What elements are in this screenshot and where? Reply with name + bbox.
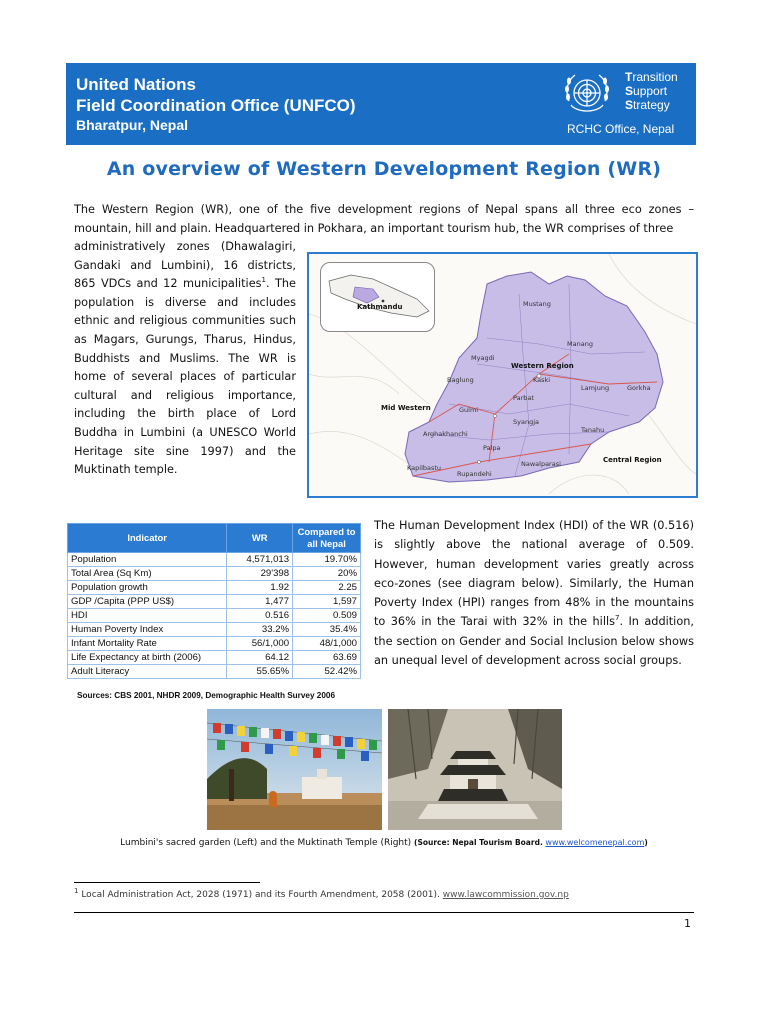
map-label: Tanahu bbox=[581, 426, 605, 434]
header-banner bbox=[66, 63, 696, 145]
office-location: Bharatpur, Nepal bbox=[76, 117, 189, 133]
map-label: Syangja bbox=[513, 418, 539, 426]
map-label: Baglung bbox=[447, 376, 474, 384]
intro-paragraph-left: administratively zones (Dhawalagiri, Gandaki and Lumbini), 16 districts, 865 VDCs and 12 municipalities$^1$. The population is diverse and includes ethnic and religious communities such as Magars, Gurungs, Tharus, Hindus, Buddhists and Muslims. The WR is home of several places of particular cultural and religious importance, including the birth place of Lord Buddha in Lumbini (a UNESCO World Heritage site sine 1997) and the Muktinath temple. bbox=[74, 240, 296, 477]
column-header: Indicator bbox=[68, 524, 227, 553]
table-row: Total Area (Sq Km) 29'398 20% bbox=[68, 567, 361, 581]
map-label: Arghakhanchi bbox=[423, 430, 468, 438]
map-label: Manang bbox=[567, 340, 593, 348]
intro-paragraph-top: The Western Region (WR), one of the five development regions of Nepal spans all three eco zones – mountain, hill and plain. Headquartered in Pokhara, an important tourism hub, the WR comprises of three bbox=[74, 203, 694, 235]
table-row: Life Expectancy at birth (2006) 64.12 63.69 bbox=[68, 651, 361, 665]
office-name: Field Coordination Office (UNFCO) bbox=[76, 96, 356, 115]
map-label: Gulmi bbox=[459, 406, 479, 414]
lumbini-photo-image bbox=[207, 709, 382, 830]
map-label: Parbat bbox=[513, 394, 534, 402]
footer-divider bbox=[74, 912, 694, 913]
un-emblem-icon bbox=[559, 71, 615, 119]
page-title: An overview of Western Development Region (WR) bbox=[106, 158, 662, 180]
footnote-ref[interactable]: 1 bbox=[261, 276, 266, 285]
map-label: Lamjung bbox=[581, 384, 610, 392]
map-label: Gorkha bbox=[627, 384, 651, 392]
tss-wordmark: Transition Support Strategy bbox=[625, 70, 678, 112]
nepal-inset-map bbox=[320, 262, 435, 332]
muktinath-photo-image bbox=[388, 709, 562, 830]
tourism-board-link[interactable]: www.welcomenepal.com bbox=[545, 838, 645, 847]
table-row: HDI 0.516 0.509 bbox=[68, 609, 361, 623]
table-row: Population 4,571,013 19.70% bbox=[68, 553, 361, 567]
footnote: $^1$ Local Administration Act, 2028 (1971) and its Fourth Amendment, 2058 (2001). www.lawcommission.gov.np bbox=[74, 887, 569, 900]
footnote-divider bbox=[74, 882, 260, 883]
map-label: Nawalparasi bbox=[521, 460, 561, 468]
muktinath-temple-photo bbox=[388, 709, 562, 830]
table-row: Population growth 1.92 2.25 bbox=[68, 581, 361, 595]
map-label-region: Central Region bbox=[603, 456, 662, 464]
table-row: Infant Mortality Rate 56/1,000 48/1,000 bbox=[68, 637, 361, 651]
map-label-region: Western Region bbox=[511, 362, 574, 370]
indicator-table bbox=[67, 523, 361, 679]
law-commission-link[interactable]: www.lawcommission.gov.np bbox=[442, 890, 569, 900]
rchc-office-label: RCHC Office, Nepal bbox=[567, 122, 675, 136]
column-header: Compared to all Nepal bbox=[293, 524, 361, 553]
map-label: Myagdi bbox=[471, 354, 495, 362]
map-label: Mustang bbox=[523, 300, 551, 308]
column-header: WR bbox=[227, 524, 293, 553]
nepal-outline-shape bbox=[321, 263, 434, 331]
map-label-region: Mid Western bbox=[381, 404, 431, 412]
map-label: Palpa bbox=[483, 444, 501, 452]
map-label-kathmandu: Kathmandu bbox=[357, 303, 403, 311]
region-map bbox=[307, 252, 698, 498]
page-number: 1 bbox=[684, 917, 691, 930]
table-header-row bbox=[68, 524, 361, 553]
org-name: United Nations bbox=[76, 75, 196, 94]
photo-caption: Lumbini's sacred garden (Left) and the Muktinath Temple (Right) (Source: Nepal Tourism Board. www.welcomenepal.com) bbox=[120, 838, 648, 848]
table-row: Adult Literacy 55.65% 52.42% bbox=[68, 665, 361, 679]
map-label: Kaski bbox=[533, 376, 551, 384]
footnote-ref[interactable]: 7 bbox=[614, 614, 620, 623]
table-row: GDP /Capita (PPP US$) 1,477 1,597 bbox=[68, 595, 361, 609]
hdi-paragraph: The Human Development Index (HDI) of the WR (0.516) is slightly above the national average of 0.509. However, human development varies greatly across eco-zones (see diagram below). Similarly, the Human Poverty Index (HPI) ranges from 48% in the mountains to 36% in the Tarai with 32% in the hills$^7$. In addition, the section on Gender and Social Inclusion below shows an unequal level of development across social groups. bbox=[374, 519, 694, 668]
lumbini-garden-photo bbox=[207, 709, 382, 830]
table-source: Sources: CBS 2001, NHDR 2009, Demographic Health Survey 2006 bbox=[77, 691, 336, 700]
table-row: Human Poverty Index 33.2% 35.4% bbox=[68, 623, 361, 637]
map-label: Rupandehi bbox=[457, 470, 492, 478]
map-label: Kapilbastu bbox=[407, 464, 442, 472]
